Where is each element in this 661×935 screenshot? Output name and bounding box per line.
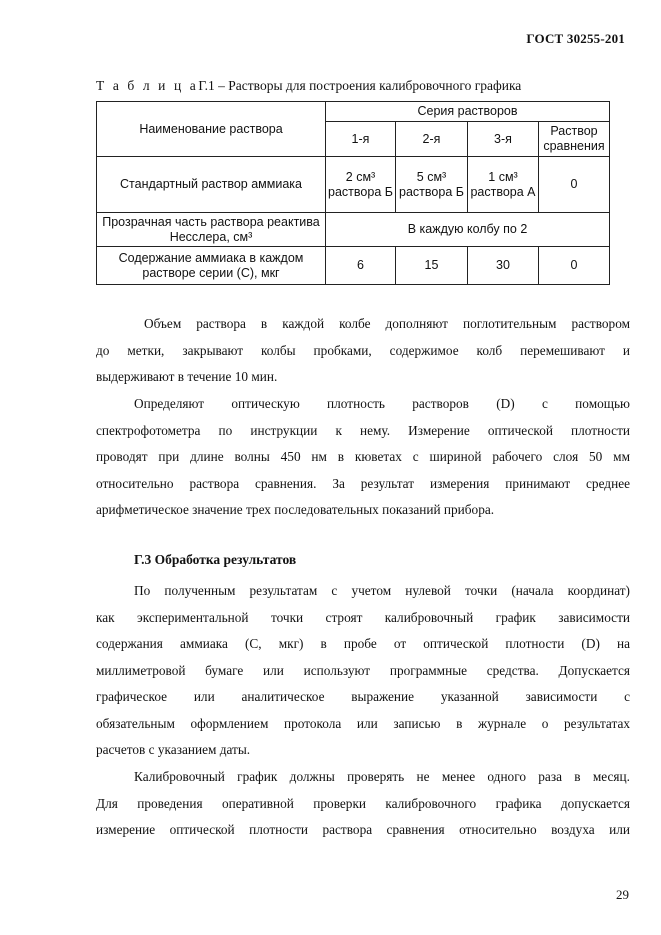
paragraph-line: Определяют оптическую плотность растворов (D) с помощью (134, 396, 630, 411)
table-row (97, 213, 610, 247)
paragraph-line: графическое или аналитическое выражение указанной зависимости с (96, 689, 630, 704)
paragraph-calibration-check (96, 764, 630, 844)
table-caption-text: – Растворы для построения калибровочного графика (214, 78, 522, 93)
table-row (97, 157, 610, 213)
table-cell: 0 (539, 247, 610, 285)
header-col-3: 3-я (468, 122, 539, 157)
paragraph-line: арифметическое значение трех последовательных показаний прибора. (96, 502, 495, 517)
paragraph-line: выдерживают в течение 10 мин. (96, 369, 278, 384)
table-cell: 5 см³ раствора Б (396, 157, 468, 213)
paragraph-line: обязательным оформлением протокола или записью в журнале о результатах (96, 715, 630, 731)
table-caption-prefix: Т а б л и ц а (96, 78, 199, 93)
table-cell: 2 см³ раствора Б (326, 157, 396, 213)
paragraph-line: измерение оптической плотности раствора сравнения относительно воздуха или (96, 822, 630, 837)
header-col-2: 2-я (396, 122, 468, 157)
paragraph-line: По полученным результатам с учетом нулевой точки (начала координат) (134, 583, 630, 598)
row-name: Стандартный раствор аммиака (97, 157, 326, 213)
table-merged-cell: В каждую колбу по 2 (326, 213, 610, 247)
table-cell: 1 см³ раствора А (468, 157, 539, 213)
table-cell: 0 (539, 157, 610, 213)
table-cell: 6 (326, 247, 396, 285)
paragraph-volume (96, 311, 630, 391)
table-header-row (97, 102, 610, 122)
document-header: ГОСТ 30255-201 (526, 31, 625, 46)
header-series-cell: Серия растворов (326, 102, 610, 122)
header-col-4: Раствор сравнения (539, 122, 610, 157)
paragraph-line: содержания аммиака (С, мкг) в пробе от оптической плотности (D) на (96, 636, 630, 651)
table-caption-id: Г.1 (198, 78, 215, 93)
row-name: Содержание аммиака в каждом растворе серии (С), мкг (97, 247, 326, 285)
paragraph-line: как экспериментальной точки строят калибровочный график зависимости (96, 609, 630, 625)
section-title: Г.3 Обработка результатов (134, 552, 297, 567)
page-number: 29 (616, 887, 629, 902)
header-col-1: 1-я (326, 122, 396, 157)
paragraph-line: проводят при длине волны 450 нм в кюветах с шириной рабочего слоя 50 мм (96, 449, 630, 464)
row-name: Прозрачная часть раствора реактива Несслера, см³ (97, 213, 326, 247)
table-cell: 15 (396, 247, 468, 285)
header-name-cell: Наименование раствора (97, 102, 326, 157)
paragraph-line: спектрофотометра по инструкции к нему. Измерение оптической плотности (96, 422, 630, 438)
paragraph-line: расчетов с указанием даты. (96, 742, 251, 757)
paragraph-results (96, 578, 630, 764)
paragraph-line: Для проведения оперативной проверки калибровочного графика допускается (96, 795, 630, 811)
table-row (97, 247, 610, 285)
calibration-solutions-table (96, 101, 610, 285)
paragraph-line: миллиметровой бумаге или используют программные средства. Допускается (96, 662, 630, 678)
paragraph-line: Объем раствора в каждой колбе дополняют поглотительным раствором (144, 316, 630, 331)
table-cell: 30 (468, 247, 539, 285)
paragraph-optical-density (96, 391, 630, 524)
paragraph-line: относительно раствора сравнения. За результат измерения принимают среднее (96, 475, 630, 491)
paragraph-line: до метки, закрывают колбы пробками, содержимое колб перемешивают и (96, 342, 630, 358)
paragraph-line: Калибровочный график должны проверять не менее одного раза в месяц. (134, 769, 630, 784)
table-caption (96, 78, 521, 94)
